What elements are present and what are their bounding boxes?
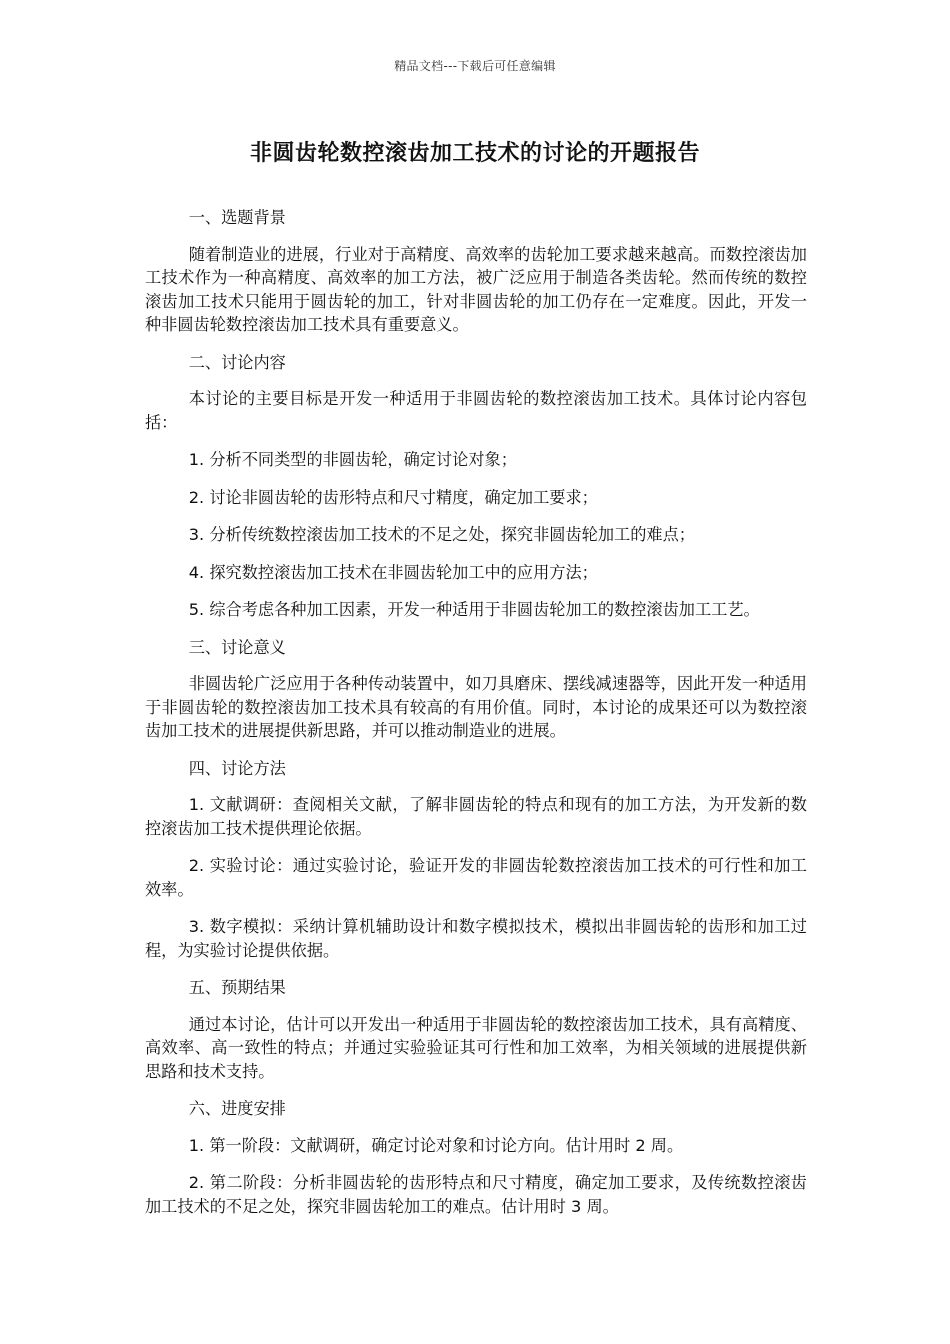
paragraph: 本讨论的主要目标是开发一种适用于非圆齿轮的数控滚齿加工技术。具体讨论内容包括： xyxy=(145,389,807,432)
list-item: 5. 综合考虑各种加工因素，开发一种适用于非圆齿轮加工的数控滚齿加工工艺。 xyxy=(188,600,760,619)
document-title: 非圆齿轮数控滚齿加工技术的讨论的开题报告 xyxy=(249,141,700,166)
header-note: 精品文档---下载后可任意编辑 xyxy=(394,59,556,73)
list-item: 2. 讨论非圆齿轮的齿形特点和尺寸精度，确定加工要求； xyxy=(188,487,598,507)
document-body xyxy=(145,206,807,1232)
list-item: 1. 第一阶段：文献调研，确定讨论对象和讨论方向。估计用时 2 周。 xyxy=(188,1135,684,1155)
paragraph: 非圆齿轮广泛应用于各种传动装置中，如刀具磨床、摆线减速器等，因此开发一种适用于非圆齿轮的数控滚齿加工技术具有较高的有用价值。同时，本讨论的成果还可以为数控滚齿加工技术的进展提供新思路，并可以推动制造业的进展。 xyxy=(145,674,807,740)
section-heading: 五、预期结果 xyxy=(188,978,286,997)
section-heading: 六、进度安排 xyxy=(188,1099,286,1118)
paragraph: 通过本讨论，估计可以开发出一种适用于非圆齿轮的数控滚齿加工技术，具有高精度、高效率、高一致性的特点；并通过实验验证其可行性和加工效率，为相关领域的进展提供新思路和技术支持。 xyxy=(145,1014,807,1081)
section-heading: 三、讨论意义 xyxy=(188,637,286,657)
section-heading: 四、讨论方法 xyxy=(188,758,286,778)
list-item: 3. 数字模拟：采纳计算机辅助设计和数字模拟技术，模拟出非圆齿轮的齿形和加工过程，为实验讨论提供依据。 xyxy=(145,917,807,960)
list-item: 4. 探究数控滚齿加工技术在非圆齿轮加工中的应用方法； xyxy=(188,562,598,582)
list-item: 2. 实验讨论：通过实验讨论，验证开发的非圆齿轮数控滚齿加工技术的可行性和加工效率。 xyxy=(145,856,807,899)
list-item: 1. 分析不同类型的非圆齿轮，确定讨论对象； xyxy=(188,450,517,469)
list-item: 1. 文献调研：查阅相关文献，了解非圆齿轮的特点和现有的加工方法，为开发新的数控滚齿加工技术提供理论依据。 xyxy=(145,795,807,838)
section-heading: 二、讨论内容 xyxy=(188,352,286,372)
paragraph: 随着制造业的进展，行业对于高精度、高效率的齿轮加工要求越来越高。而数控滚齿加工技术作为一种高精度、高效率的加工方法，被广泛应用于制造各类齿轮。然而传统的数控滚齿加工技术只能用于圆齿轮的加工，针对非圆齿轮的加工仍存在一定难度。因此，开发一种非圆齿轮数控滚齿加工技术具有重要意义。 xyxy=(145,244,807,334)
list-item: 3. 分析传统数控滚齿加工技术的不足之处，探究非圆齿轮加工的难点； xyxy=(188,525,695,544)
list-item: 2. 第二阶段：分析非圆齿轮的齿形特点和尺寸精度，确定加工要求，及传统数控滚齿加工技术的不足之处，探究非圆齿轮加工的难点。估计用时 3 周。 xyxy=(145,1173,807,1216)
section-heading: 一、选题背景 xyxy=(188,208,286,227)
